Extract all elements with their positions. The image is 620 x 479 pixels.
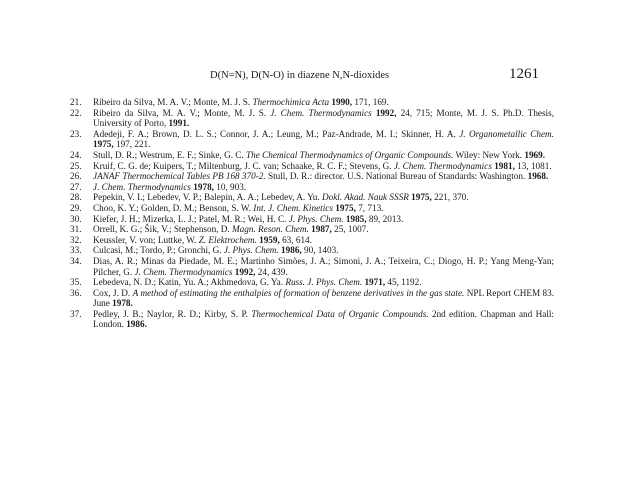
reference-source: Int. J. Chem. Kinetics — [253, 202, 333, 213]
reference-segment: Cox, J. D. — [93, 287, 133, 298]
reference-text — [93, 214, 554, 225]
reference-text — [93, 203, 554, 214]
reference-segment: Pedley, J. B.; Naylor, R. D.; Kirby, S. P. — [93, 308, 252, 319]
reference-item — [0, 288, 620, 309]
reference-text — [93, 277, 554, 288]
reference-item — [0, 97, 620, 108]
reference-item — [0, 192, 620, 203]
reference-item — [0, 224, 620, 235]
reference-segment: NPL Report CHEM 83. June — [93, 287, 554, 309]
reference-segment: 90, 1403. — [301, 245, 339, 256]
reference-segment: Pepekin, V. I.; Lebedev, V. P.; Balepin, A. A.; Lebedev, A. Yu. — [93, 192, 322, 203]
reference-number: 22. — [70, 107, 82, 118]
reference-source: Dokl. Akad. Nauk SSSR — [321, 192, 409, 203]
reference-year: 1971, — [364, 277, 386, 288]
reference-number: 35. — [70, 277, 82, 288]
reference-segment: Orrell, K. G.; Šik, V.; Stephenson, D. — [93, 224, 233, 235]
reference-source: Thermochimica Acta — [252, 97, 330, 107]
reference-segment: Culcasi, M.; Tordo, P.; Gronchi, G. — [93, 245, 224, 256]
reference-item — [0, 235, 620, 246]
reference-year: 1969. — [524, 149, 546, 160]
reference-item — [0, 171, 620, 182]
header-title: D(N=N), D(N-O) in diazene N,N-dioxides — [210, 70, 390, 81]
reference-text — [93, 288, 554, 309]
reference-number: 31. — [70, 224, 82, 235]
reference-segment: Ribeiro da Silva, M. A. V.; Monte, M. J. S. — [93, 107, 271, 118]
page-number: 1261 — [509, 66, 539, 82]
reference-item — [0, 203, 620, 214]
reference-segment: 25, 1007. — [331, 224, 369, 235]
reference-item — [0, 182, 620, 193]
reference-item — [0, 129, 620, 150]
reference-text — [93, 97, 554, 108]
reference-text — [93, 245, 554, 256]
reference-text — [93, 182, 554, 193]
reference-segment: 24, 715; Monte, M. J. S. Ph.D. Thesis, University of Porto, — [93, 107, 554, 129]
reference-year: 1968. — [527, 171, 549, 182]
reference-number: 29. — [70, 202, 82, 213]
reference-year: 1991. — [168, 118, 190, 129]
reference-year: 1986, — [281, 245, 302, 256]
reference-source: A method of estimating the enthalpies of formation of benzene derivatives in the gas state. — [132, 287, 465, 298]
reference-item — [0, 108, 620, 129]
reference-segment: 63, 614. — [279, 234, 312, 245]
reference-number: 30. — [70, 213, 82, 224]
reference-year: 1986. — [126, 319, 147, 330]
reference-segment: Ribeiro da Silva, M. A. V.; Monte, M. J. S. — [93, 97, 253, 107]
reference-segment: 89, 2013. — [366, 213, 404, 224]
reference-number: 26. — [70, 171, 82, 182]
reference-year: 1992, — [375, 107, 397, 118]
reference-source: J. Chem. Thermodynamics — [134, 266, 233, 277]
reference-item — [0, 277, 620, 288]
reference-item — [0, 150, 620, 161]
reference-segment: 171, 169. — [352, 97, 389, 107]
reference-source: J. Organometallic Chem. — [459, 128, 554, 139]
reference-item — [0, 256, 620, 277]
reference-text — [93, 129, 554, 150]
reference-segment: 24, 439. — [255, 266, 288, 277]
reference-year: 1990, — [331, 97, 353, 107]
reference-segment: Kiefer, J. H.; Mizerka, L. J.; Patel, M. R.; Wei, H. C. — [93, 213, 289, 224]
reference-segment: 197, 221. — [113, 139, 151, 150]
reference-item — [0, 161, 620, 172]
reference-source: J. Phys. Chem. — [223, 245, 279, 256]
reference-number: 34. — [70, 255, 82, 266]
reference-segment: Stull, D. R.; Westrum, E. F.; Sinke, G. C. — [93, 149, 247, 160]
reference-segment: Kruif, C. G. de; Kuipers, T.; Miltenburg, J. C. van; Schaake, R. C. F.; Stevens, G. — [93, 160, 394, 171]
reference-year: 1985, — [345, 213, 367, 224]
reference-text — [93, 256, 554, 277]
reference-text — [93, 309, 554, 330]
reference-list — [0, 97, 620, 330]
reference-number: 27. — [70, 181, 82, 192]
reference-segment: Lebedeva, N. D.; Katin, Yu. A.; Akhmedova, G. Ya. — [93, 277, 286, 288]
reference-number: 25. — [70, 160, 82, 171]
reference-segment: Keussler, V. von; Luttke, W. — [93, 234, 199, 245]
reference-number: 28. — [70, 192, 82, 203]
reference-item — [0, 214, 620, 225]
reference-source: J. Chem. Thermodynamics — [393, 160, 492, 171]
reference-number: 33. — [70, 245, 82, 256]
reference-source: J. Phys. Chem. — [288, 213, 344, 224]
reference-year: 1978. — [112, 298, 133, 309]
reference-item — [0, 245, 620, 256]
reference-year: 1975, — [411, 192, 432, 203]
reference-source: Z. Elektrochem. — [198, 234, 257, 245]
reference-number: 37. — [70, 308, 82, 319]
reference-source: The Chemical Thermodynamics of Organic Compounds. — [246, 149, 454, 160]
running-header — [0, 66, 620, 86]
reference-text — [93, 150, 554, 161]
reference-segment: 13, 1081. — [514, 160, 552, 171]
reference-source: J. Chem. Thermodynamics — [93, 181, 191, 192]
reference-number: 36. — [70, 287, 82, 298]
reference-number: 32. — [70, 234, 82, 245]
reference-segment: Stull, D. R.: director. U.S. National Bureau of Standards: Washington. — [265, 171, 528, 182]
reference-year: 1987, — [311, 224, 332, 235]
reference-segment: 221, 370. — [431, 192, 469, 203]
reference-segment: 10, 903. — [213, 181, 247, 192]
reference-text — [93, 235, 554, 246]
reference-number: 23. — [70, 128, 82, 139]
reference-year: 1959, — [259, 234, 280, 245]
reference-text — [93, 161, 554, 172]
reference-segment: Choo, K. Y.; Golden, D. M.; Benson, S. W. — [93, 202, 254, 213]
reference-number: 21. — [70, 97, 82, 107]
reference-segment: Dias, A. R.; Minas da Piedade, M. E.; Martinho Simões, J. A.; Simoni, J. A.; Teixeira, C.; Diogo, H. P.; Yang Meng-Yan; Pilcher, G. — [93, 255, 554, 277]
reference-source: J. Chem. Thermodynamics — [270, 107, 372, 118]
reference-segment: 2nd edition. Chapman and Hall: London. — [93, 308, 554, 330]
reference-source: JANAF Thermochemical Tables PB 168 370-2. — [93, 171, 266, 182]
reference-text — [93, 192, 554, 203]
reference-segment: Wiley: New York. — [453, 149, 525, 160]
reference-source: Russ. J. Phys. Chem. — [285, 277, 363, 288]
reference-source: Magn. Reson. Chem. — [232, 224, 309, 235]
reference-year: 1981, — [494, 160, 515, 171]
reference-year: 1992, — [234, 266, 256, 277]
reference-text — [93, 171, 554, 182]
reference-year: 1975, — [93, 139, 114, 150]
reference-segment: 7, 713. — [355, 202, 384, 213]
reference-year: 1978, — [193, 181, 214, 192]
reference-source: Thermochemical Data of Organic Compounds. — [251, 308, 429, 319]
reference-segment: Adedeji, F. A.; Brown, D. L. S.; Connor, J. A.; Leung, M.; Paz-Andrade, M. I.; Skinner, H. A. — [93, 128, 460, 139]
reference-text — [93, 108, 554, 129]
reference-text — [93, 224, 554, 235]
reference-year: 1975, — [335, 202, 356, 213]
reference-number: 24. — [70, 149, 82, 160]
reference-item — [0, 309, 620, 330]
reference-segment: 45, 1192. — [385, 277, 422, 288]
